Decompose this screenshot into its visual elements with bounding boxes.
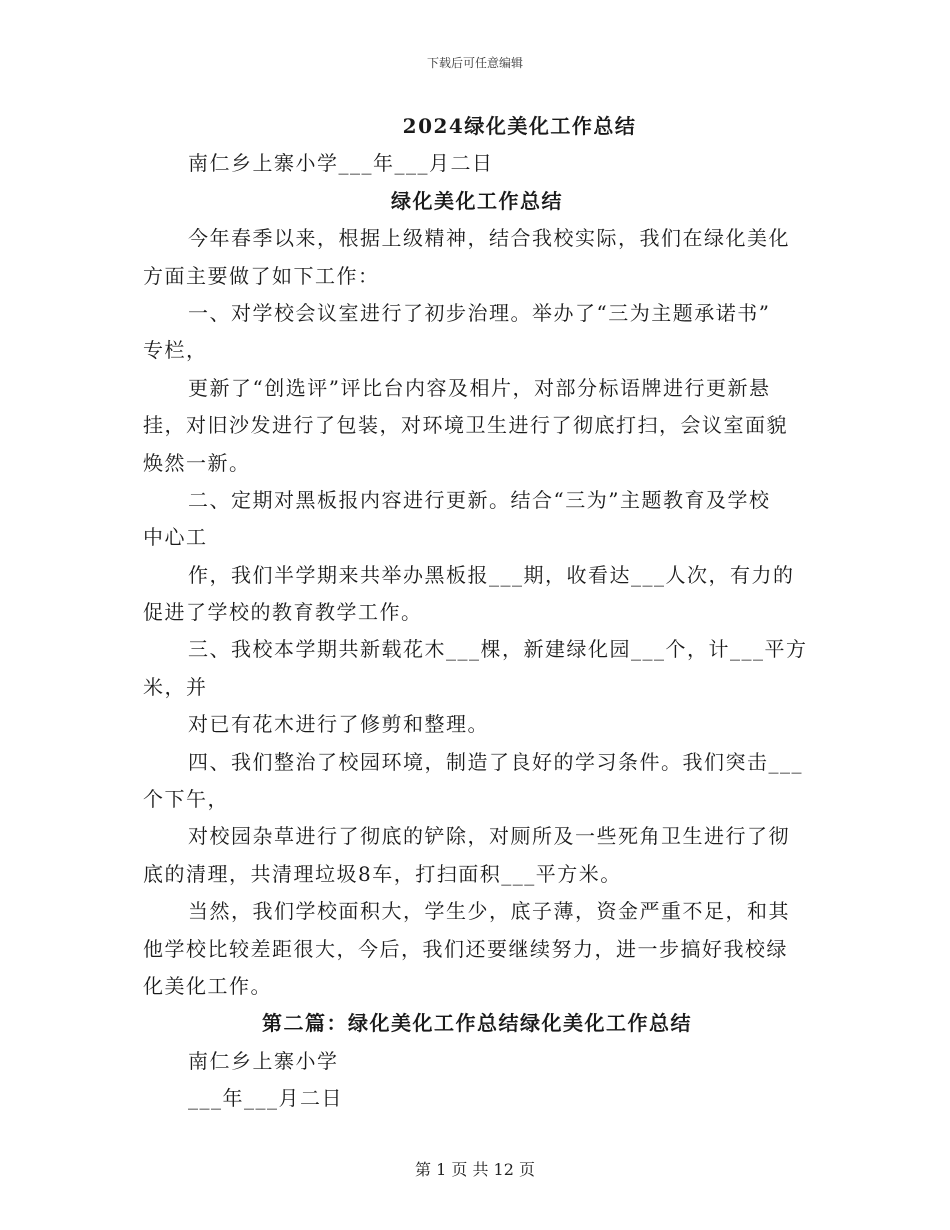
- school-date-line: 南仁乡上寨小学___年___月二日: [188, 151, 494, 176]
- paragraph-line: 促进了学校的教育教学工作。: [143, 600, 423, 625]
- paragraph-line: 二、定期对黑板报内容进行更新。结合“三为”主题教育及学校: [188, 487, 771, 512]
- document-body: [143, 108, 811, 1118]
- paragraph-line: 挂，对旧沙发进行了包装，对环境卫生进行了彻底打扫，会议室面貌: [143, 413, 788, 438]
- paragraph-line: 一、对学校会议室进行了初步治理。举办了“三为主题承诺书”: [188, 300, 771, 325]
- page-header-note: 下载后可任意编辑: [426, 56, 523, 70]
- school-name-line: 南仁乡上寨小学: [188, 1048, 339, 1073]
- paragraph-line: 对校园杂草进行了彻底的铲除，对厕所及一些死角卫生进行了彻: [188, 824, 790, 849]
- paragraph-line: 焕然一新。: [143, 450, 251, 475]
- paragraph-line: 更新了“创选评”评比台内容及相片，对部分标语牌进行更新悬: [188, 375, 771, 400]
- paragraph-line: 他学校比较差距很大，今后，我们还要继续努力，进一步搞好我校绿: [143, 936, 788, 961]
- paragraph-line: 今年春季以来，根据上级精神，结合我校实际，我们在绿化美化: [188, 226, 790, 251]
- paragraph-line: 底的清理，共清理垃圾8车，打扫面积___平方米。: [143, 861, 622, 886]
- paragraph-line: 个下午，: [143, 787, 229, 812]
- date-line: ___年___月二日: [188, 1086, 343, 1111]
- second-section-heading: 第二篇：绿化美化工作总结绿化美化工作总结: [262, 1011, 692, 1036]
- paragraph-line: 对已有花木进行了修剪和整理。: [188, 712, 489, 737]
- page-footer: 第 1 页 共 12 页: [415, 1160, 535, 1179]
- paragraph-line: 米，并: [143, 674, 208, 699]
- section-heading: 绿化美化工作总结: [391, 188, 563, 213]
- paragraph-line: 当然，我们学校面积大，学生少，底子薄，资金严重不足，和其: [188, 899, 790, 924]
- paragraph-line: 方面主要做了如下工作：: [143, 263, 380, 288]
- paragraph-line: 中心工: [143, 525, 208, 550]
- paragraph-line: 化美化工作。: [143, 973, 272, 998]
- paragraph-line: 专栏，: [143, 338, 208, 363]
- document-title: 2024绿化美化工作总结: [402, 114, 637, 138]
- paragraph-line: 三、我校本学期共新载花木___棵，新建绿化园___个，计___平方: [188, 637, 808, 662]
- paragraph-line: 作，我们半学期来共举办黑板报___期，收看达___人次，有力的: [188, 562, 795, 587]
- paragraph-line: 四、我们整治了校园环境，制造了良好的学习条件。我们突击___: [188, 749, 803, 774]
